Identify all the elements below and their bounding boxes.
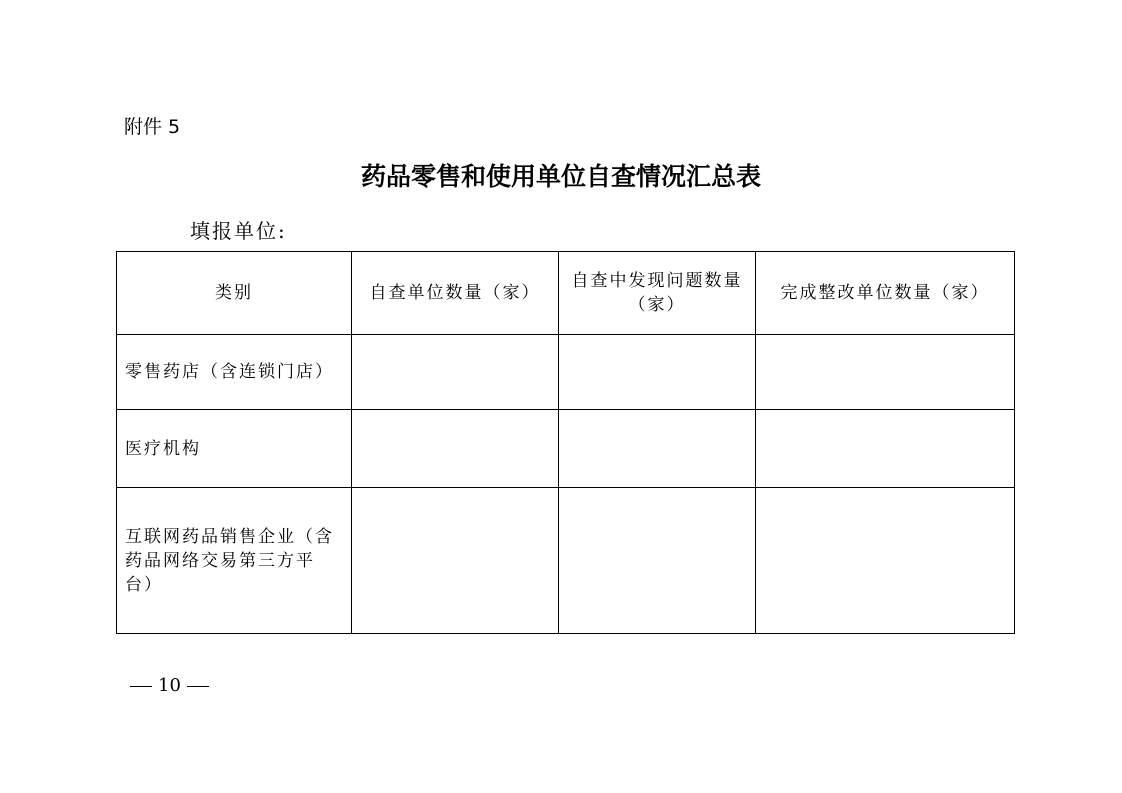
cell-rectified-units[interactable] [756,410,1015,488]
page-number-dash-right [187,686,209,687]
document-title: 药品零售和使用单位自查情况汇总表 [360,162,761,191]
row-category: 医疗机构 [117,410,352,488]
table-row [117,335,1015,410]
header-self-check-units: 自查单位数量（家） [352,252,559,335]
cell-problems-found[interactable] [559,488,756,634]
table-header-row [117,252,1015,335]
header-category: 类别 [117,252,352,335]
cell-self-check-units[interactable] [352,410,559,488]
fill-unit-label: 填报单位: [190,219,287,243]
fill-unit-line [190,218,495,244]
header-rectified-units: 完成整改单位数量（家） [756,252,1015,335]
cell-self-check-units[interactable] [352,335,559,410]
attachment-label: 附件 5 [124,116,181,138]
cell-problems-found[interactable] [559,335,756,410]
table-row [117,488,1015,634]
page-number-dash-left [130,686,152,687]
cell-self-check-units[interactable] [352,488,559,634]
header-problems-found: 自查中发现问题数量（家） [559,252,756,335]
summary-table [116,251,1015,634]
cell-rectified-units[interactable] [756,488,1015,634]
row-category: 零售药店（含连锁门店） [117,335,352,410]
page-number-value: 10 [158,675,181,696]
cell-rectified-units[interactable] [756,335,1015,410]
table-row [117,410,1015,488]
row-category: 互联网药品销售企业（含药品网络交易第三方平台） [117,488,352,634]
cell-problems-found[interactable] [559,410,756,488]
page-number [124,674,215,698]
